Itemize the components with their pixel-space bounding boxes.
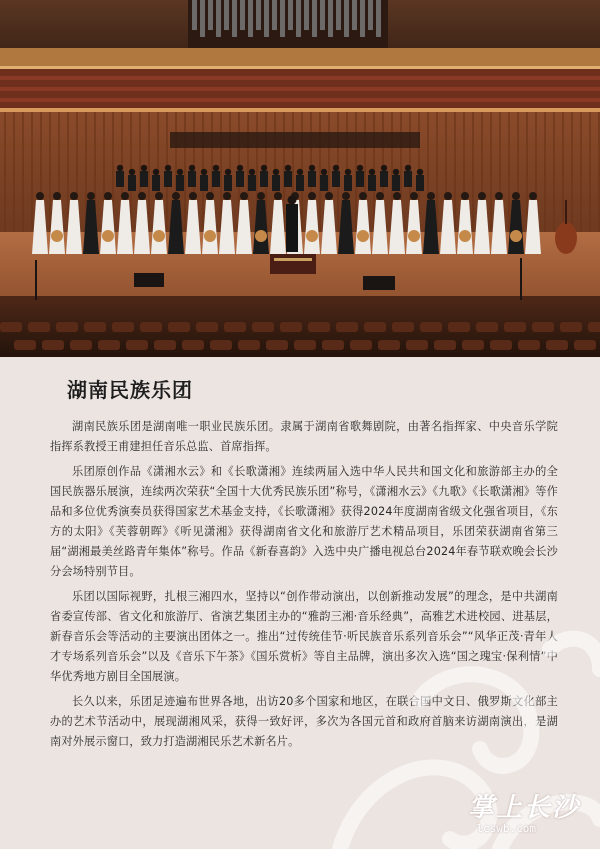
watermark-url: lcswb.com xyxy=(476,822,536,835)
watermark xyxy=(468,787,580,835)
article-section xyxy=(0,357,600,849)
paragraph-works: 乐团原创作品《潇湘水云》和《长歌潇湘》连续两届入选中华人民共和国文化和旅游部主办的全国民族器乐展演，连续两次荣获“全国十大优秀民族乐团”称号，《潇湘水云》《九歌》《长歌潇湘》等作品和多位优秀演奏员获得国家艺术基金支持，《长歌潇湘》获得2024年度湖南省级文化强省项目，《东方的太阳》《芙蓉朝晖》《听见潇湘》获得湖南省文化和旅游厅艺术精品项目，乐团荣获湖南省第三届“湖湘最美丝路青年集体”称号。作品《新春喜韵》入选中央广播电视总台2024年春节联欢晚会长沙分会场特别节目。 xyxy=(50,465,558,578)
upper-balcony xyxy=(0,48,600,68)
paragraph-intro: 湖南民族乐团是湖南唯一职业民族乐团。隶属于湖南省歌舞剧院，由著名指挥家、中央音乐学院指挥系教授王甫建担任音乐总监、首席指挥。 xyxy=(50,420,558,453)
paragraph-international: 长久以来，乐团足迹遍布世界各地，出访20多个国家和地区，在联合国中文日、俄罗斯文化部主办的艺术节活动中，展现湖湘风采，获得一致好评，多次为各国元首和政府首脑来访湖南演出，是湖南对外展示窗口，致力打造湖湘民乐艺术新名片。 xyxy=(50,695,558,748)
orchestra-photo xyxy=(0,0,600,357)
watermark-logo: 掌上长沙 xyxy=(467,793,580,823)
conductor-podium xyxy=(270,254,316,274)
organ-pipes xyxy=(188,0,388,48)
stage-monitor-left xyxy=(134,273,164,287)
stage-monitor-right xyxy=(363,276,395,290)
paragraph-vision: 乐团以国际视野，扎根三湘四水，坚持以“创作带动演出，以创新推动发展”的理念，是中共湖南省委宣传部、省文化和旅游厅、省演艺集团主办的“雅韵三湘·音乐经典”，高雅艺术进校园、进基层，新春音乐会等活动的主要演出团体之一。推出“过传统佳节·听民族音乐系列音乐会”“风华正茂·青年人才专场系列音乐会”以及《音乐下午茶》《国乐赏析》等自主品牌，演出多次入选“国之瑰宝·保利情”中华优秀地方剧目全国展演。 xyxy=(50,590,558,683)
article-title: 湖南民族乐团 xyxy=(67,378,193,402)
